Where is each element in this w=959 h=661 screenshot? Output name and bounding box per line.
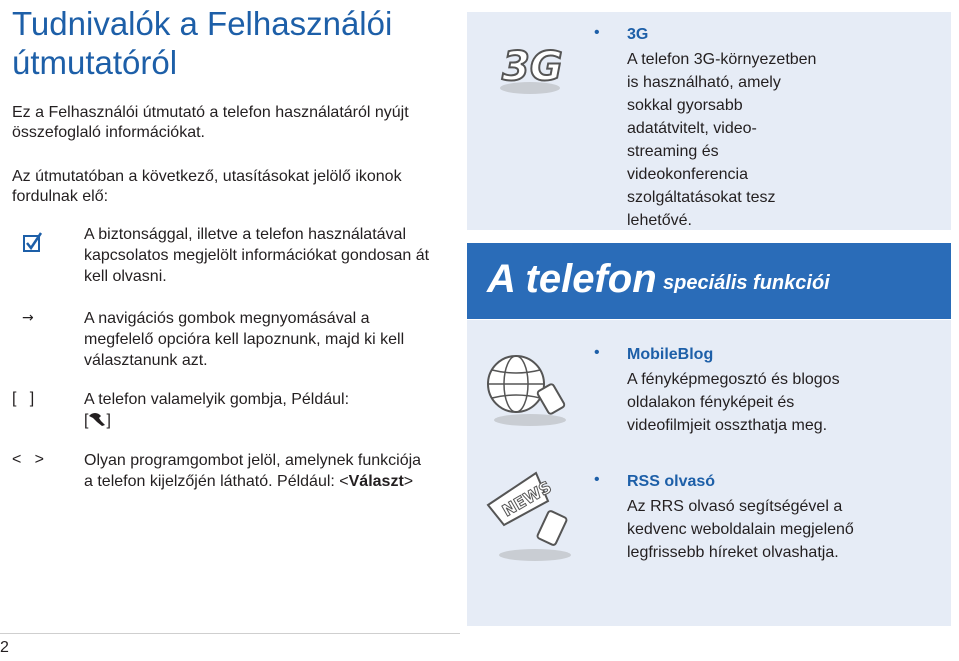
intro-text-2: Az útmutatóban a következő, utasításokat jelölő ikonok fordulnak elő: bbox=[12, 168, 402, 205]
news-phone-icon bbox=[480, 465, 580, 565]
banner-subtitle: speciális funkciói bbox=[663, 272, 830, 294]
feature-desc: A telefon 3G-környezetben is használható, amely sokkal gyorsabb adatátvitelt, video-streaming és videokonferencia szolgáltatásokat tesz lehetővé. bbox=[627, 51, 817, 229]
feature-desc: A fényképmegosztó és blogos oldalakon fényképeit és videofilmjeit osszthatja meg. bbox=[627, 371, 840, 434]
legend-desc: A telefon valamelyik gombja, Például: [ ] bbox=[84, 391, 350, 429]
angle-bracket-icon: < > bbox=[12, 451, 45, 468]
legend-desc: A navigációs gombok megnyomásával a megfelelő opcióra kell lapoznunk, majd ki kell választanunk azt. bbox=[84, 310, 405, 369]
legend-desc: Olyan programgombot jelöl, amelynek funkciója a telefon kijelzőjén látható. Például: <Választ> bbox=[84, 452, 422, 490]
feature-title: RSS olvasó bbox=[627, 473, 716, 490]
divider bbox=[0, 633, 460, 634]
3g-icon bbox=[490, 34, 570, 98]
svg-text:3G: 3G bbox=[502, 44, 563, 90]
bullet-icon: • bbox=[594, 344, 600, 361]
call-key-icon bbox=[88, 411, 106, 427]
bullet-icon: • bbox=[594, 24, 600, 41]
feature-desc: Az RRS olvasó segítségével a kedvenc weboldalain megjelenő legfrissebb híreket olvashatja. bbox=[627, 498, 854, 561]
bracket-icon: [ ] bbox=[12, 390, 35, 407]
banner-title: A telefon bbox=[487, 257, 657, 301]
globe-phone-icon bbox=[480, 340, 580, 430]
intro-text: Ez a Felhasználói útmutató a telefon használatáról nyújt összefoglaló információkat. bbox=[12, 104, 409, 141]
feature-rss bbox=[594, 472, 934, 564]
bullet-icon: • bbox=[594, 471, 600, 488]
special-functions-banner bbox=[467, 243, 951, 319]
svg-text:NEWS: NEWS bbox=[498, 477, 555, 521]
feature-3g bbox=[594, 25, 934, 232]
feature-title: 3G bbox=[627, 26, 649, 43]
feature-title: MobileBlog bbox=[627, 346, 714, 363]
page-number: 2 bbox=[0, 639, 9, 656]
feature-mobileblog bbox=[594, 345, 934, 437]
legend-desc: A biztonsággal, illetve a telefon használatával kapcsolatos megjelölt információkat gondosan át kell olvasni. bbox=[84, 226, 430, 285]
page-title: Tudnivalók a Felhasználói útmutatóról bbox=[12, 5, 393, 81]
